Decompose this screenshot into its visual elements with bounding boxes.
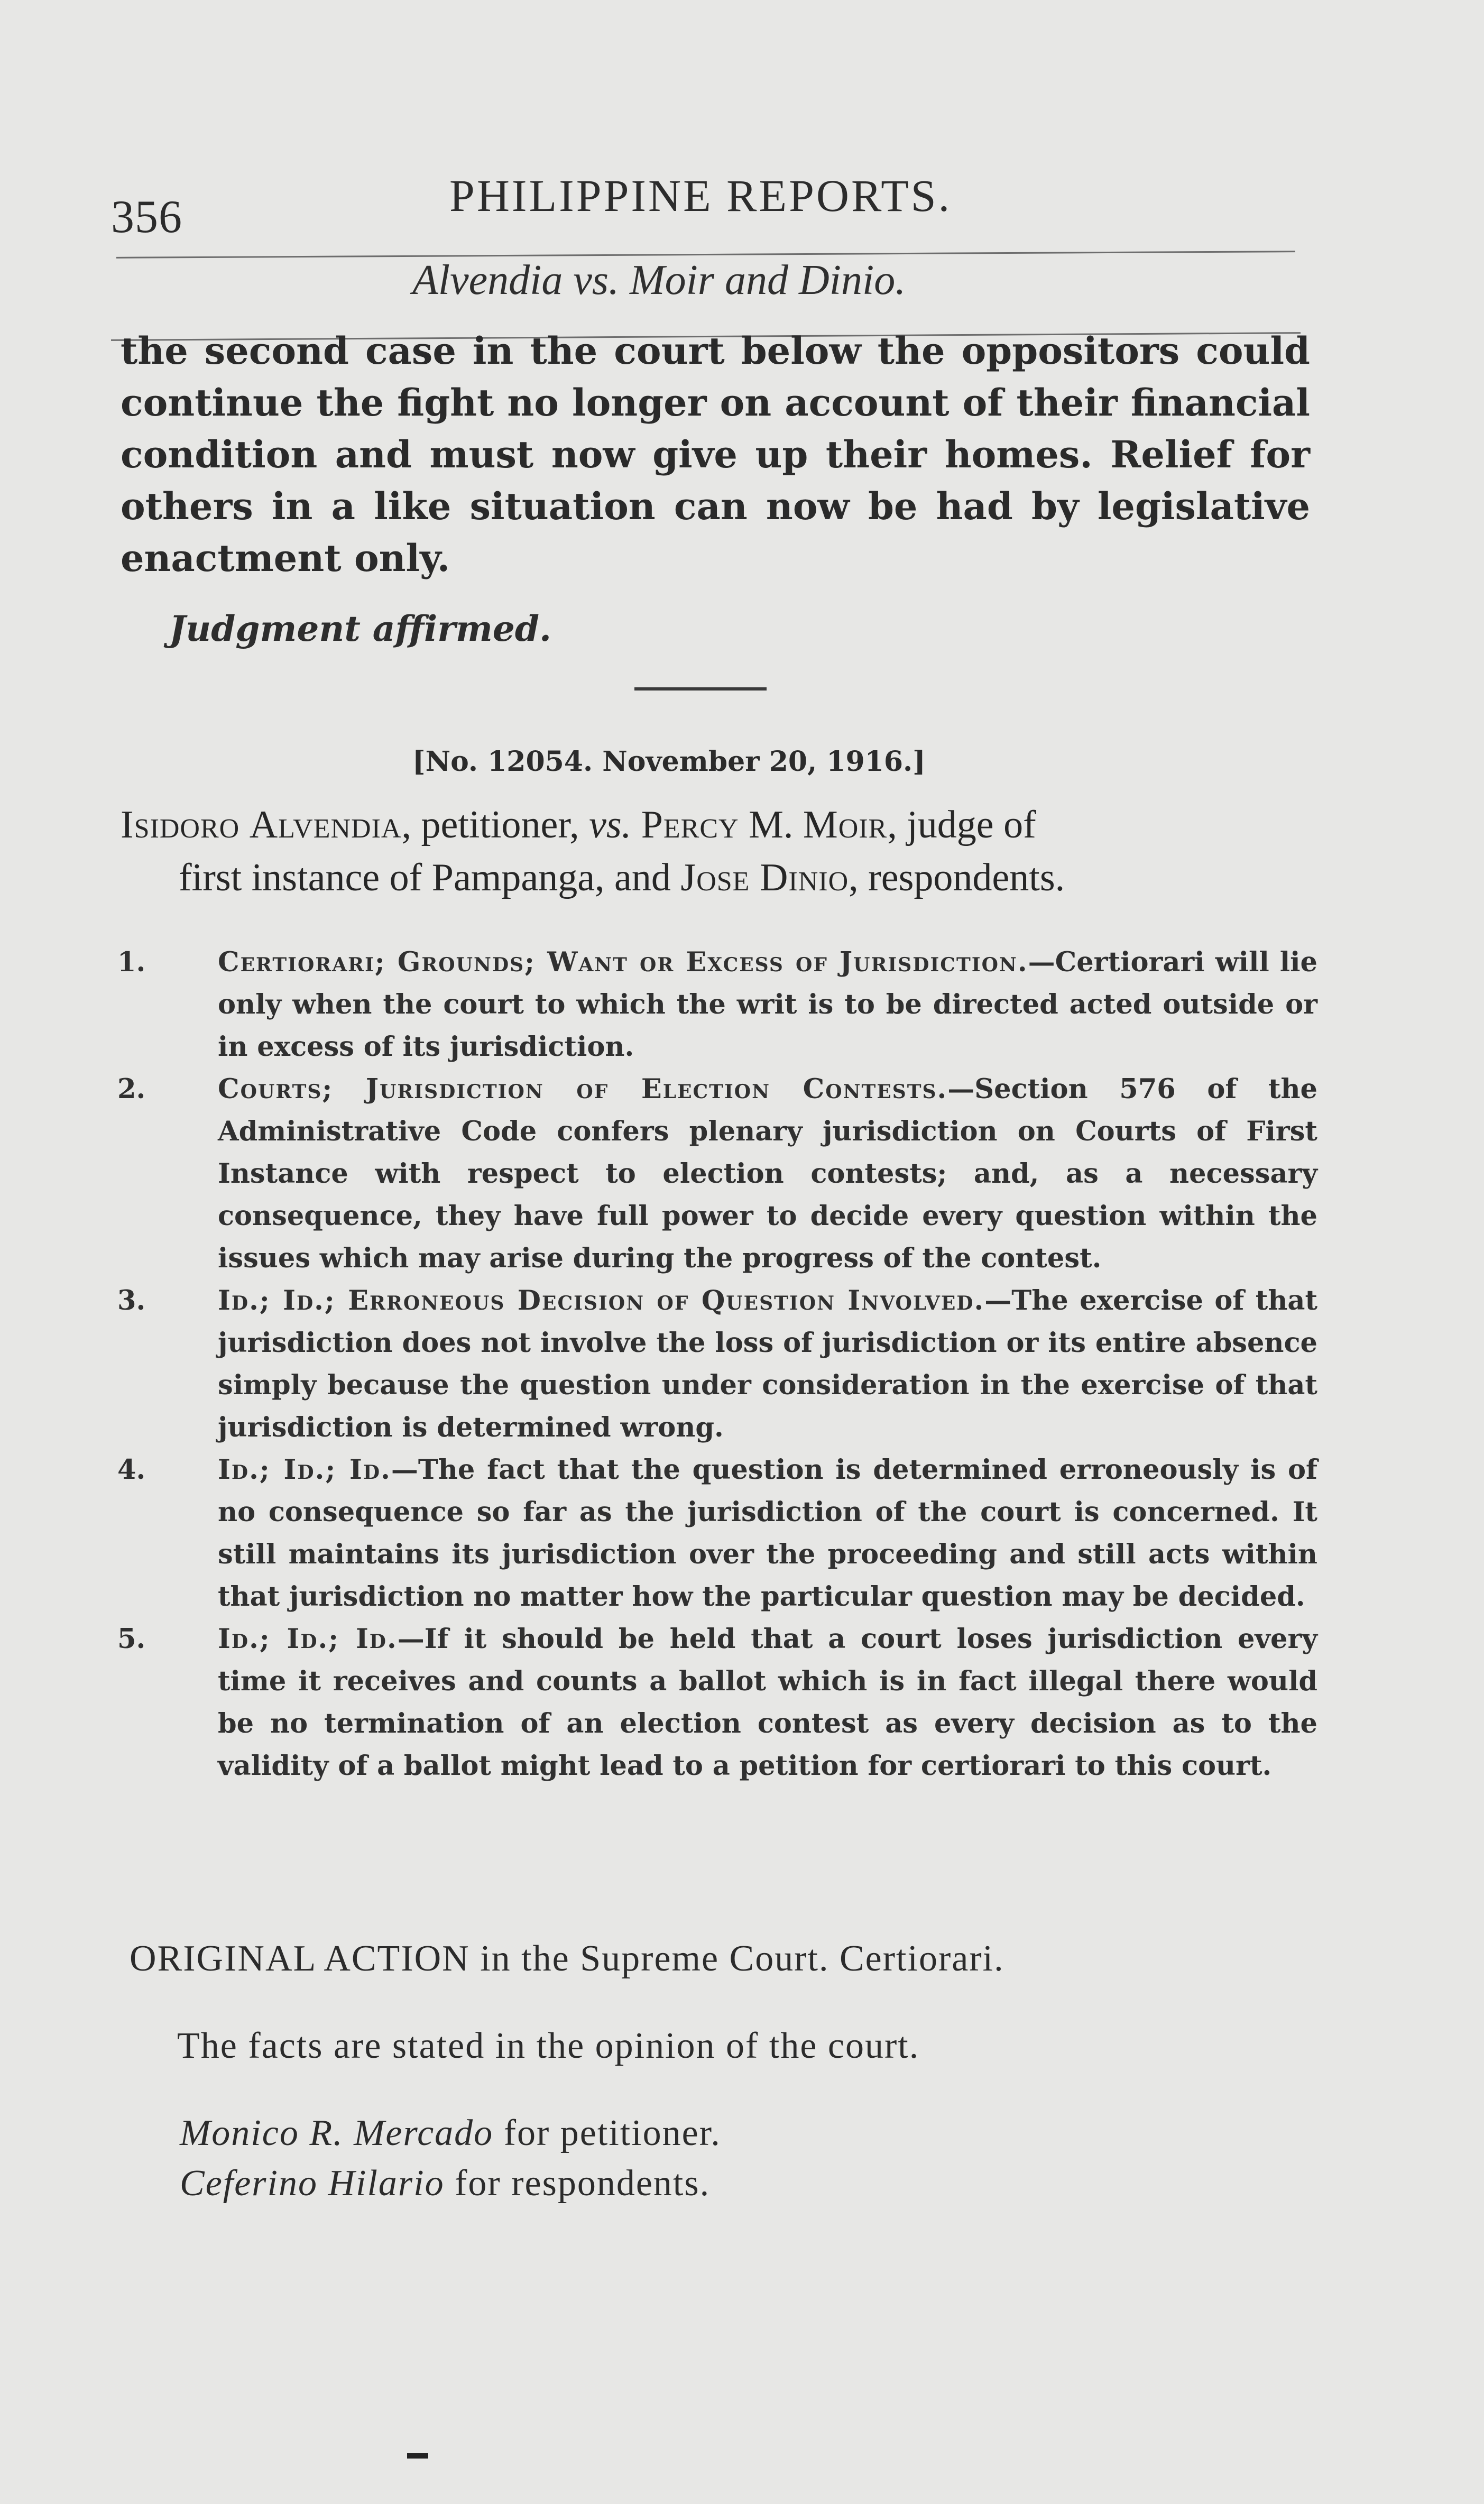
page-number: 356 [111,191,182,243]
syllabus-text: —The exercise of that jurisdiction does not involve the loss of jurisdiction or its entire absence simply because the question under consideration in the exercise of that jurisdiction is determined wrong. [218,1285,1317,1443]
versus: vs. [589,803,632,846]
syllabus-number: 4. [117,1454,146,1486]
syllabus-number: 1. [117,946,146,978]
case-subhead: Alvendia vs. Moir and Dinio. [412,257,906,303]
original-action: ORIGINAL ACTION in the Supreme Court. Certiorari. [130,1938,1004,1979]
running-head: PHILIPPINE REPORTS. [449,170,952,221]
syllabus-text: —The fact that the question is determined erroneously is of no consequence so far as the jurisdiction of the court is concerned. It still maintains its jurisdiction over the proceeding and still acts within that jurisdiction no matter how the particular question may be decided. [218,1454,1317,1613]
syllabus-number: 3. [117,1285,146,1317]
syllabus-heading: Id.; Id.; Id. [218,1623,398,1655]
judgment-line: Judgment affirmed. [169,608,551,649]
syllabus-item [117,1618,1317,1787]
respondent2-last-name: Dinio [759,856,849,899]
caption-line-2 [121,851,1321,904]
syllabus-text: —Certiorari will lie only when the court to which the writ is to be directed acted outside or in excess of its jurisdiction. [218,946,1318,1063]
respondent1-last-name: Moir [803,803,888,846]
syllabus-heading: Id.; Id.; Id. [218,1454,391,1486]
syllabus-number: 2. [117,1073,146,1105]
counsel-respondents [180,2162,710,2205]
syllabus-item [117,941,1317,1068]
syllabus-heading: Certiorari; Grounds; Want or Excess of Jurisdiction. [218,946,1028,978]
petitioner-first-name: Isidoro [121,803,240,846]
continuation-paragraph: the second case in the court below the oppositors could continue the fight no longer on account of their financial condition and must now give up their homes. Relief for others in a like situation can now be had by legislative enactment only. [121,329,1310,580]
case-caption [121,798,1321,904]
petitioner-last-name: Alvendia [249,803,402,846]
respondent2-role: , respondents. [849,856,1065,899]
syllabus-item [117,1068,1317,1279]
syllabus-number: 5. [117,1623,146,1655]
page-header [111,169,1301,243]
facts-statement: The facts are stated in the opinion of the court. [177,2026,920,2066]
caption-court: first instance of Pampanga, and [179,856,671,899]
counsel-role: for petitioner. [493,2113,721,2153]
syllabus [117,941,1317,1787]
section-divider [634,687,767,691]
respondent1-role: , judge of [887,803,1036,846]
counsel-name: Ceferino Hilario [180,2163,445,2204]
respondent1-first-name: Percy [641,803,739,846]
syllabus-heading: Id.; Id.; Erroneous Decision of Question Involved. [218,1285,985,1317]
syllabus-text: —Section 576 of the Administrative Code confers plenary jurisdiction on Courts of First Instance with respect to election contests; and, as a necessary consequence, they have full power to decide every question within the issues which may arise during the progress of the contest. [218,1073,1317,1274]
respondent2-first-name: Jose [680,856,750,899]
counsel-role: for respondents. [444,2163,711,2204]
syllabus-item [117,1279,1317,1449]
footer-mark [407,2453,428,2459]
syllabus-item [117,1449,1317,1618]
petitioner-role: , petitioner, [401,803,579,846]
case-number: [No. 12054. November 20, 1916.] [412,745,926,778]
syllabus-heading: Courts; Jurisdiction of Election Contests. [218,1073,948,1105]
syllabus-text: —If it should be held that a court loses jurisdiction every time it receives and counts a ballot which is in fact illegal there would be no termination of an election contest as every decision as to the validity of a ballot might lead to a petition for certiorari to this court. [218,1623,1318,1782]
counsel-petitioner [180,2112,721,2155]
respondent1-middle: M. [749,803,794,846]
counsel-name: Monico R. Mercado [180,2113,494,2153]
